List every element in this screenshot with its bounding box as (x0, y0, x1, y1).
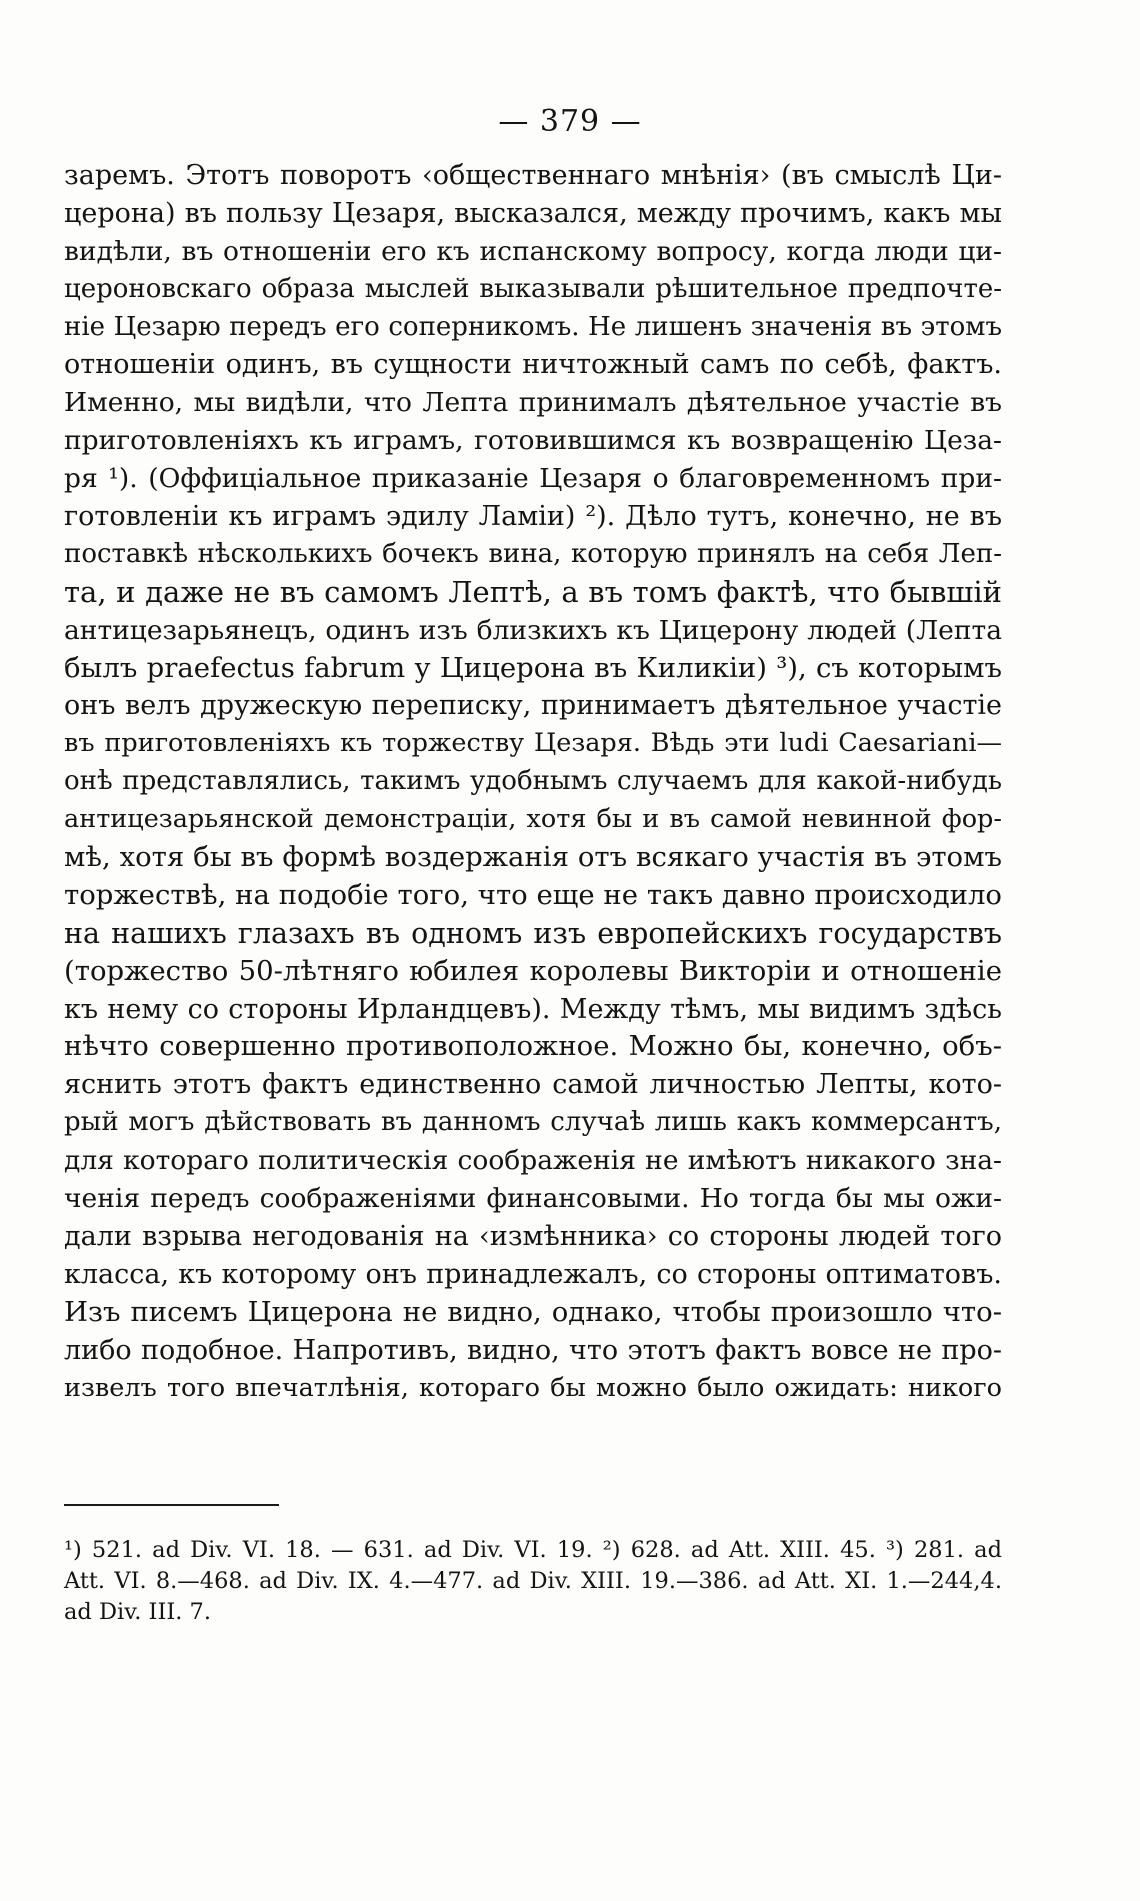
text-line: готовленіи къ играмъ эдилу Ламіи) ²). Дѣло тутъ, конечно, не въ (64, 501, 1002, 533)
text-line: Изъ писемъ Цицерона не видно, однако, чтобы произошло что- (64, 1295, 1002, 1328)
footnote-line: Att. VI. 8.—468. ad Div. IX. 4.—477. ad Div. XIII. 19.—386. ad Att. XI. 1.—244,4. (64, 1568, 1002, 1594)
text-line: онъ велъ дружескую переписку, принимаетъ дѣятельное участіе (64, 690, 1002, 722)
text-line: на нашихъ глазахъ въ одномъ изъ европейскихъ государствъ (64, 916, 1002, 950)
text-line: ченія передъ соображеніями финансовыми. Но тогда бы мы ожи- (64, 1183, 1002, 1215)
text-line: отношеніи одинъ, въ сущности ничтожный самъ по себѣ, фактъ. (64, 349, 1002, 381)
text-line: цероновскаго образа мыслей выказывали рѣшительное предпочте- (64, 273, 1002, 304)
footnotes (64, 1535, 1002, 1628)
text-line: (торжество 50-лѣтняго юбилея королевы Викторіи и отношеніе (64, 954, 1002, 987)
text-line: та, и даже не въ самомъ Лептѣ, а въ томъ фактѣ, что бывшій (64, 574, 1002, 609)
text-line: поставкѣ нѣсколькихъ бочекъ вина, которую принялъ на себя Леп- (64, 538, 1002, 569)
page-number: — 379 — (498, 104, 642, 139)
text-line: для котораго политическія соображенія не имѣютъ никакого зна- (64, 1145, 1002, 1177)
text-line: Именно, мы видѣли, что Лепта принималъ дѣятельное участіе въ (64, 387, 1002, 419)
main-text (64, 157, 1002, 1407)
text-line: церона) въ пользу Цезаря, высказался, между прочимъ, какъ мы (64, 197, 1002, 229)
text-line: приготовленіяхъ къ играмъ, готовившимся къ возвращенію Цеза- (64, 425, 1002, 457)
text-line: яснить этотъ фактъ единственно самой личностью Лепты, кото- (64, 1069, 1002, 1101)
footnote-line: ¹) 521. ad Div. VI. 18. — 631. ad Div. VI. 19. ²) 628. ad Att. XIII. 45. ³) 281. ad (64, 1537, 1002, 1563)
text-line: видѣли, въ отношеніи его къ испанскому вопросу, когда люди ци- (64, 235, 1002, 267)
text-line: въ приготовленіяхъ къ торжеству Цезаря. Вѣдь эти ludi Caesariani— (64, 728, 1002, 759)
footnote-divider (64, 1504, 279, 1506)
text-line: былъ praefectus fabrum у Цицерона въ Киликіи) ³), съ которымъ (64, 651, 1002, 684)
text-line: антицезарьянецъ, одинъ изъ близкихъ къ Цицерону людей (Лепта (64, 614, 1002, 646)
text-line: извелъ того впечатлѣнія, котораго бы можно было ожидать: никого (64, 1372, 1002, 1403)
footnote-line: ad Div. III. 7. (64, 1599, 211, 1625)
text-line: рый могъ дѣйствовать въ данномъ случаѣ лишь какъ коммерсантъ, (64, 1107, 1002, 1138)
text-line: класса, къ которому онъ принадлежалъ, со стороны оптиматовъ. (64, 1258, 1002, 1290)
text-line: ніе Цезарю передъ его соперникомъ. Не лишенъ значенія въ этомъ (64, 311, 1002, 342)
text-line: ря ¹). (Оффиціальное приказаніе Цезаря о благовременномъ при- (64, 463, 1002, 495)
text-line: къ нему со стороны Ирландцевъ). Между тѣмъ, мы видимъ здѣсь (64, 993, 1002, 1025)
text-line: антицезарьянской демонстраціи, хотя бы и въ самой невинной фор- (64, 804, 1002, 835)
text-line: дали взрыва негодованія на ‹измѣнника› со стороны людей того (64, 1220, 1002, 1252)
text-line: мѣ, хотя бы въ формѣ воздержанія отъ всякаго участія въ этомъ (64, 841, 1002, 874)
text-line: заремъ. Этотъ поворотъ ‹общественнаго мнѣнія› (въ смыслѣ Ци- (64, 160, 1002, 191)
text-line: торжествѣ, на подобіе того, что еще не такъ давно происходило (64, 878, 1002, 911)
text-line: онѣ представлялись, такимъ удобнымъ случаемъ для какой-нибудь (64, 766, 1002, 797)
text-line: нѣчто совершенно противоположное. Можно бы, конечно, объ- (64, 1030, 1002, 1063)
text-line: либо подобное. Напротивъ, видно, что этотъ фактъ вовсе не про- (64, 1334, 1002, 1366)
